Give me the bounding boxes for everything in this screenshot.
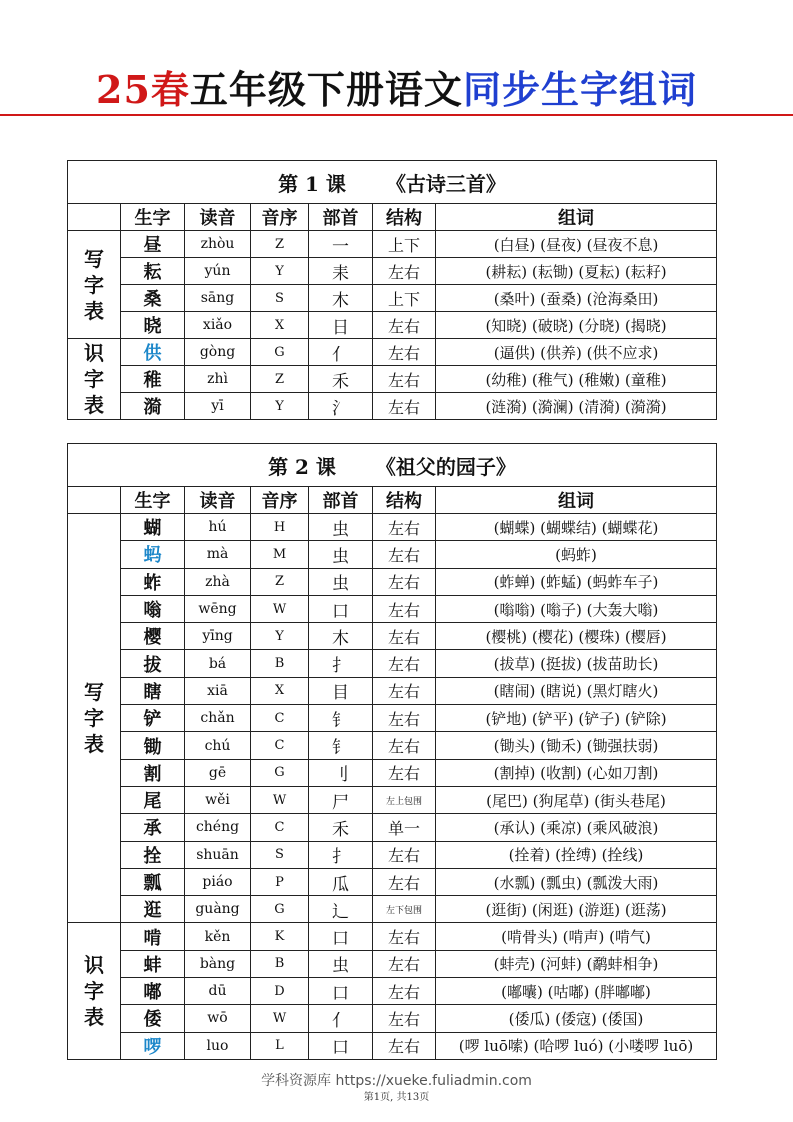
group-label	[68, 231, 121, 339]
words-cell: (割掉) (收割) (心如刀割)	[436, 759, 717, 786]
initial-letter-cell: G	[251, 896, 309, 923]
words-cell: (逼供) (供养) (供不应求)	[436, 339, 717, 366]
pinyin-cell: xiā	[185, 677, 251, 704]
character-cell: 瞎	[121, 677, 185, 704]
words-cell: (啃骨头) (啃声) (啃气)	[436, 923, 717, 950]
initial-letter-cell: Z	[251, 568, 309, 595]
group-label-char: 识	[84, 953, 104, 978]
table-row	[68, 231, 717, 258]
initial-letter-cell: C	[251, 732, 309, 759]
structure-cell: 左右	[373, 650, 436, 677]
words-cell: (啰 luō嗦) (哈啰 luó) (小喽啰 luō)	[436, 1032, 717, 1059]
pinyin-cell: luo	[185, 1032, 251, 1059]
structure-cell: 左右	[373, 595, 436, 622]
initial-letter-cell: B	[251, 950, 309, 977]
structure-cell: 左右	[373, 393, 436, 420]
radical-cell: 日	[309, 312, 373, 339]
initial-letter-cell: P	[251, 868, 309, 895]
pinyin-cell: chéng	[185, 814, 251, 841]
page-title	[0, 66, 793, 114]
pinyin-cell: wō	[185, 1005, 251, 1032]
pinyin-cell: kěn	[185, 923, 251, 950]
table-row	[68, 312, 717, 339]
words-cell: (尾巴) (狗尾草) (街头巷尾)	[436, 786, 717, 813]
words-cell: (涟漪) (漪澜) (清漪) (漪漪)	[436, 393, 717, 420]
structure-cell: 左右	[373, 759, 436, 786]
pinyin-cell: gē	[185, 759, 251, 786]
group-label-char: 字	[84, 367, 104, 391]
table-row	[68, 650, 717, 677]
initial-letter-cell: G	[251, 339, 309, 366]
column-header: 读音	[185, 204, 251, 231]
table-row	[68, 868, 717, 895]
column-header: 生字	[121, 204, 185, 231]
table-row	[68, 541, 717, 568]
structure-cell: 左右	[373, 732, 436, 759]
pinyin-cell: gòng	[185, 339, 251, 366]
table-row	[68, 393, 717, 420]
initial-letter-cell: Y	[251, 393, 309, 420]
pinyin-cell: yī	[185, 393, 251, 420]
pinyin-cell: guàng	[185, 896, 251, 923]
character-cell: 承	[121, 814, 185, 841]
radical-cell: 亻	[309, 339, 373, 366]
radical-cell: 一	[309, 231, 373, 258]
structure-cell: 左右	[373, 623, 436, 650]
lesson-heading	[68, 161, 717, 204]
radical-cell: 虫	[309, 514, 373, 541]
pinyin-cell: chú	[185, 732, 251, 759]
radical-cell: 虫	[309, 568, 373, 595]
initial-letter-cell: Z	[251, 366, 309, 393]
character-cell: 昼	[121, 231, 185, 258]
table-row	[68, 1032, 717, 1059]
structure-cell: 左右	[373, 541, 436, 568]
structure-cell: 左右	[373, 258, 436, 285]
group-label-char: 字	[84, 979, 104, 1004]
group-label-char: 写	[84, 680, 104, 705]
table-row	[68, 978, 717, 1005]
structure-cell: 左右	[373, 514, 436, 541]
structure-cell: 左右	[373, 978, 436, 1005]
character-cell: 割	[121, 759, 185, 786]
radical-cell: 虫	[309, 950, 373, 977]
table-row	[68, 786, 717, 813]
column-header: 部首	[309, 204, 373, 231]
table-row	[68, 514, 717, 541]
radical-cell: 尸	[309, 786, 373, 813]
radical-cell: 扌	[309, 841, 373, 868]
pinyin-cell: zhà	[185, 568, 251, 595]
pinyin-cell: bàng	[185, 950, 251, 977]
structure-cell: 左右	[373, 923, 436, 950]
character-cell: 漪	[121, 393, 185, 420]
character-cell: 蚱	[121, 568, 185, 595]
structure-cell: 左右	[373, 868, 436, 895]
words-cell: (蝴蝶) (蝴蝶结) (蝴蝶花)	[436, 514, 717, 541]
column-header: 读音	[185, 487, 251, 514]
character-cell: 倭	[121, 1005, 185, 1032]
group-label-char: 字	[84, 706, 104, 731]
initial-letter-cell: Y	[251, 258, 309, 285]
group-label	[68, 339, 121, 420]
pinyin-cell: zhòu	[185, 231, 251, 258]
character-cell: 锄	[121, 732, 185, 759]
character-cell: 逛	[121, 896, 185, 923]
table-row	[68, 366, 717, 393]
initial-letter-cell: K	[251, 923, 309, 950]
initial-letter-cell: W	[251, 595, 309, 622]
lesson-number: 第 2 课	[268, 454, 336, 479]
radical-cell: 禾	[309, 366, 373, 393]
title-underline	[0, 114, 793, 116]
column-header: 音序	[251, 487, 309, 514]
words-cell: (瞎闹) (瞎说) (黑灯瞎火)	[436, 677, 717, 704]
structure-cell: 上下	[373, 285, 436, 312]
radical-cell: 耒	[309, 258, 373, 285]
table-row	[68, 814, 717, 841]
initial-letter-cell: D	[251, 978, 309, 1005]
radical-cell: 刂	[309, 759, 373, 786]
words-cell: (水瓢) (瓢虫) (瓢泼大雨)	[436, 868, 717, 895]
table-row	[68, 595, 717, 622]
column-header: 音序	[251, 204, 309, 231]
group-label-char: 识	[84, 341, 104, 365]
pinyin-cell: xiǎo	[185, 312, 251, 339]
character-cell: 蝴	[121, 514, 185, 541]
structure-cell: 左右	[373, 1032, 436, 1059]
pinyin-cell: dū	[185, 978, 251, 1005]
table-row	[68, 285, 717, 312]
group-label-char: 表	[84, 1005, 104, 1030]
radical-cell: 瓜	[309, 868, 373, 895]
structure-cell: 左右	[373, 950, 436, 977]
structure-cell: 单一	[373, 814, 436, 841]
character-cell: 铲	[121, 705, 185, 732]
lesson-table	[67, 160, 717, 420]
pinyin-cell: sāng	[185, 285, 251, 312]
character-cell: 嘟	[121, 978, 185, 1005]
initial-letter-cell: W	[251, 786, 309, 813]
table-row	[68, 705, 717, 732]
words-cell: (蚂蚱)	[436, 541, 717, 568]
structure-cell: 左上包围	[373, 786, 436, 813]
words-cell: (嘟囔) (咕嘟) (胖嘟嘟)	[436, 978, 717, 1005]
table-row	[68, 896, 717, 923]
column-header: 生字	[121, 487, 185, 514]
words-cell: (拴着) (拴缚) (拴线)	[436, 841, 717, 868]
initial-letter-cell: G	[251, 759, 309, 786]
lesson-name: 《祖父的园子》	[375, 454, 516, 479]
initial-letter-cell: L	[251, 1032, 309, 1059]
column-header: 组词	[436, 487, 717, 514]
structure-cell: 左右	[373, 705, 436, 732]
words-cell: (耕耘) (耘锄) (夏耘) (耘耔)	[436, 258, 717, 285]
initial-letter-cell: S	[251, 285, 309, 312]
pinyin-cell: mà	[185, 541, 251, 568]
group-label-char: 表	[84, 298, 104, 323]
initial-letter-cell: B	[251, 650, 309, 677]
character-cell: 蚂	[121, 541, 185, 568]
pinyin-cell: yún	[185, 258, 251, 285]
initial-letter-cell: X	[251, 677, 309, 704]
words-cell: (桑叶) (蚕桑) (沧海桑田)	[436, 285, 717, 312]
words-cell: (知晓) (破晓) (分晓) (揭晓)	[436, 312, 717, 339]
structure-cell: 左右	[373, 312, 436, 339]
words-cell: (白昼) (昼夜) (昼夜不息)	[436, 231, 717, 258]
column-header-blank	[68, 204, 121, 231]
character-cell: 供	[121, 339, 185, 366]
group-label-char: 表	[84, 732, 104, 757]
pinyin-cell: hú	[185, 514, 251, 541]
initial-letter-cell: M	[251, 541, 309, 568]
initial-letter-cell: H	[251, 514, 309, 541]
character-cell: 啃	[121, 923, 185, 950]
structure-cell: 左右	[373, 568, 436, 595]
radical-cell: 钅	[309, 732, 373, 759]
lesson-name: 《古诗三首》	[385, 171, 506, 196]
character-cell: 桑	[121, 285, 185, 312]
character-cell: 拴	[121, 841, 185, 868]
radical-cell: 木	[309, 285, 373, 312]
character-cell: 啰	[121, 1032, 185, 1059]
words-cell: (锄头) (锄禾) (锄强扶弱)	[436, 732, 717, 759]
words-cell: (拔草) (挺拔) (拔苗助长)	[436, 650, 717, 677]
words-cell: (蚱蝉) (蚱蜢) (蚂蚱车子)	[436, 568, 717, 595]
character-cell: 耘	[121, 258, 185, 285]
lesson-heading	[68, 444, 717, 487]
radical-cell: 辶	[309, 896, 373, 923]
table-row	[68, 759, 717, 786]
table-row	[68, 732, 717, 759]
title-part-3: 同步生字组词	[462, 67, 697, 112]
radical-cell: 口	[309, 923, 373, 950]
character-cell: 樱	[121, 623, 185, 650]
character-cell: 晓	[121, 312, 185, 339]
table-row	[68, 339, 717, 366]
radical-cell: 虫	[309, 541, 373, 568]
structure-cell: 左下包围	[373, 896, 436, 923]
radical-cell: 钅	[309, 705, 373, 732]
radical-cell: 木	[309, 623, 373, 650]
radical-cell: 口	[309, 1032, 373, 1059]
column-header: 部首	[309, 487, 373, 514]
character-cell: 瓢	[121, 868, 185, 895]
initial-letter-cell: X	[251, 312, 309, 339]
radical-cell: 口	[309, 595, 373, 622]
character-cell: 蚌	[121, 950, 185, 977]
column-header: 结构	[373, 487, 436, 514]
footer-site: 学科资源库 https://xueke.fuliadmin.com	[261, 1073, 532, 1089]
pinyin-cell: wěi	[185, 786, 251, 813]
footer-page-number: 第1页, 共13页	[363, 1092, 430, 1103]
table-row	[68, 1005, 717, 1032]
pinyin-cell: chǎn	[185, 705, 251, 732]
group-label-char: 字	[84, 272, 104, 297]
pinyin-cell: shuān	[185, 841, 251, 868]
words-cell: (幼稚) (稚气) (稚嫩) (童稚)	[436, 366, 717, 393]
words-cell: (逛街) (闲逛) (游逛) (逛荡)	[436, 896, 717, 923]
radical-cell: 口	[309, 978, 373, 1005]
radical-cell: 扌	[309, 650, 373, 677]
pinyin-cell: bá	[185, 650, 251, 677]
initial-letter-cell: Z	[251, 231, 309, 258]
table-row	[68, 923, 717, 950]
structure-cell: 左右	[373, 339, 436, 366]
structure-cell: 左右	[373, 841, 436, 868]
title-part-2: 五年级下册语文	[189, 67, 463, 112]
table-row	[68, 568, 717, 595]
character-cell: 稚	[121, 366, 185, 393]
pinyin-cell: wēng	[185, 595, 251, 622]
structure-cell: 上下	[373, 231, 436, 258]
pinyin-cell: piáo	[185, 868, 251, 895]
lesson-table	[67, 443, 717, 1060]
pinyin-cell: yīng	[185, 623, 251, 650]
initial-letter-cell: C	[251, 814, 309, 841]
words-cell: (承认) (乘凉) (乘风破浪)	[436, 814, 717, 841]
column-header: 组词	[436, 204, 717, 231]
radical-cell: 目	[309, 677, 373, 704]
character-cell: 嗡	[121, 595, 185, 622]
title-part-1: 25春	[96, 67, 190, 112]
words-cell: (嗡嗡) (嗡子) (大轰大嗡)	[436, 595, 717, 622]
group-label	[68, 514, 121, 923]
initial-letter-cell: W	[251, 1005, 309, 1032]
words-cell: (蚌壳) (河蚌) (鹬蚌相争)	[436, 950, 717, 977]
words-cell: (樱桃) (樱花) (樱珠) (樱唇)	[436, 623, 717, 650]
radical-cell: 氵	[309, 393, 373, 420]
structure-cell: 左右	[373, 677, 436, 704]
character-cell: 尾	[121, 786, 185, 813]
structure-cell: 左右	[373, 1005, 436, 1032]
words-cell: (铲地) (铲平) (铲子) (铲除)	[436, 705, 717, 732]
pinyin-cell: zhì	[185, 366, 251, 393]
column-header-blank	[68, 487, 121, 514]
words-cell: (倭瓜) (倭寇) (倭国)	[436, 1005, 717, 1032]
radical-cell: 亻	[309, 1005, 373, 1032]
column-header: 结构	[373, 204, 436, 231]
lesson-number: 第 1 课	[278, 171, 346, 196]
group-label-char: 写	[84, 246, 104, 271]
structure-cell: 左右	[373, 366, 436, 393]
table-row	[68, 258, 717, 285]
initial-letter-cell: C	[251, 705, 309, 732]
table-row	[68, 950, 717, 977]
table-row	[68, 841, 717, 868]
table-row	[68, 623, 717, 650]
table-row	[68, 677, 717, 704]
character-cell: 拔	[121, 650, 185, 677]
group-label	[68, 923, 121, 1059]
group-label-char: 表	[84, 393, 104, 417]
initial-letter-cell: S	[251, 841, 309, 868]
initial-letter-cell: Y	[251, 623, 309, 650]
radical-cell: 禾	[309, 814, 373, 841]
